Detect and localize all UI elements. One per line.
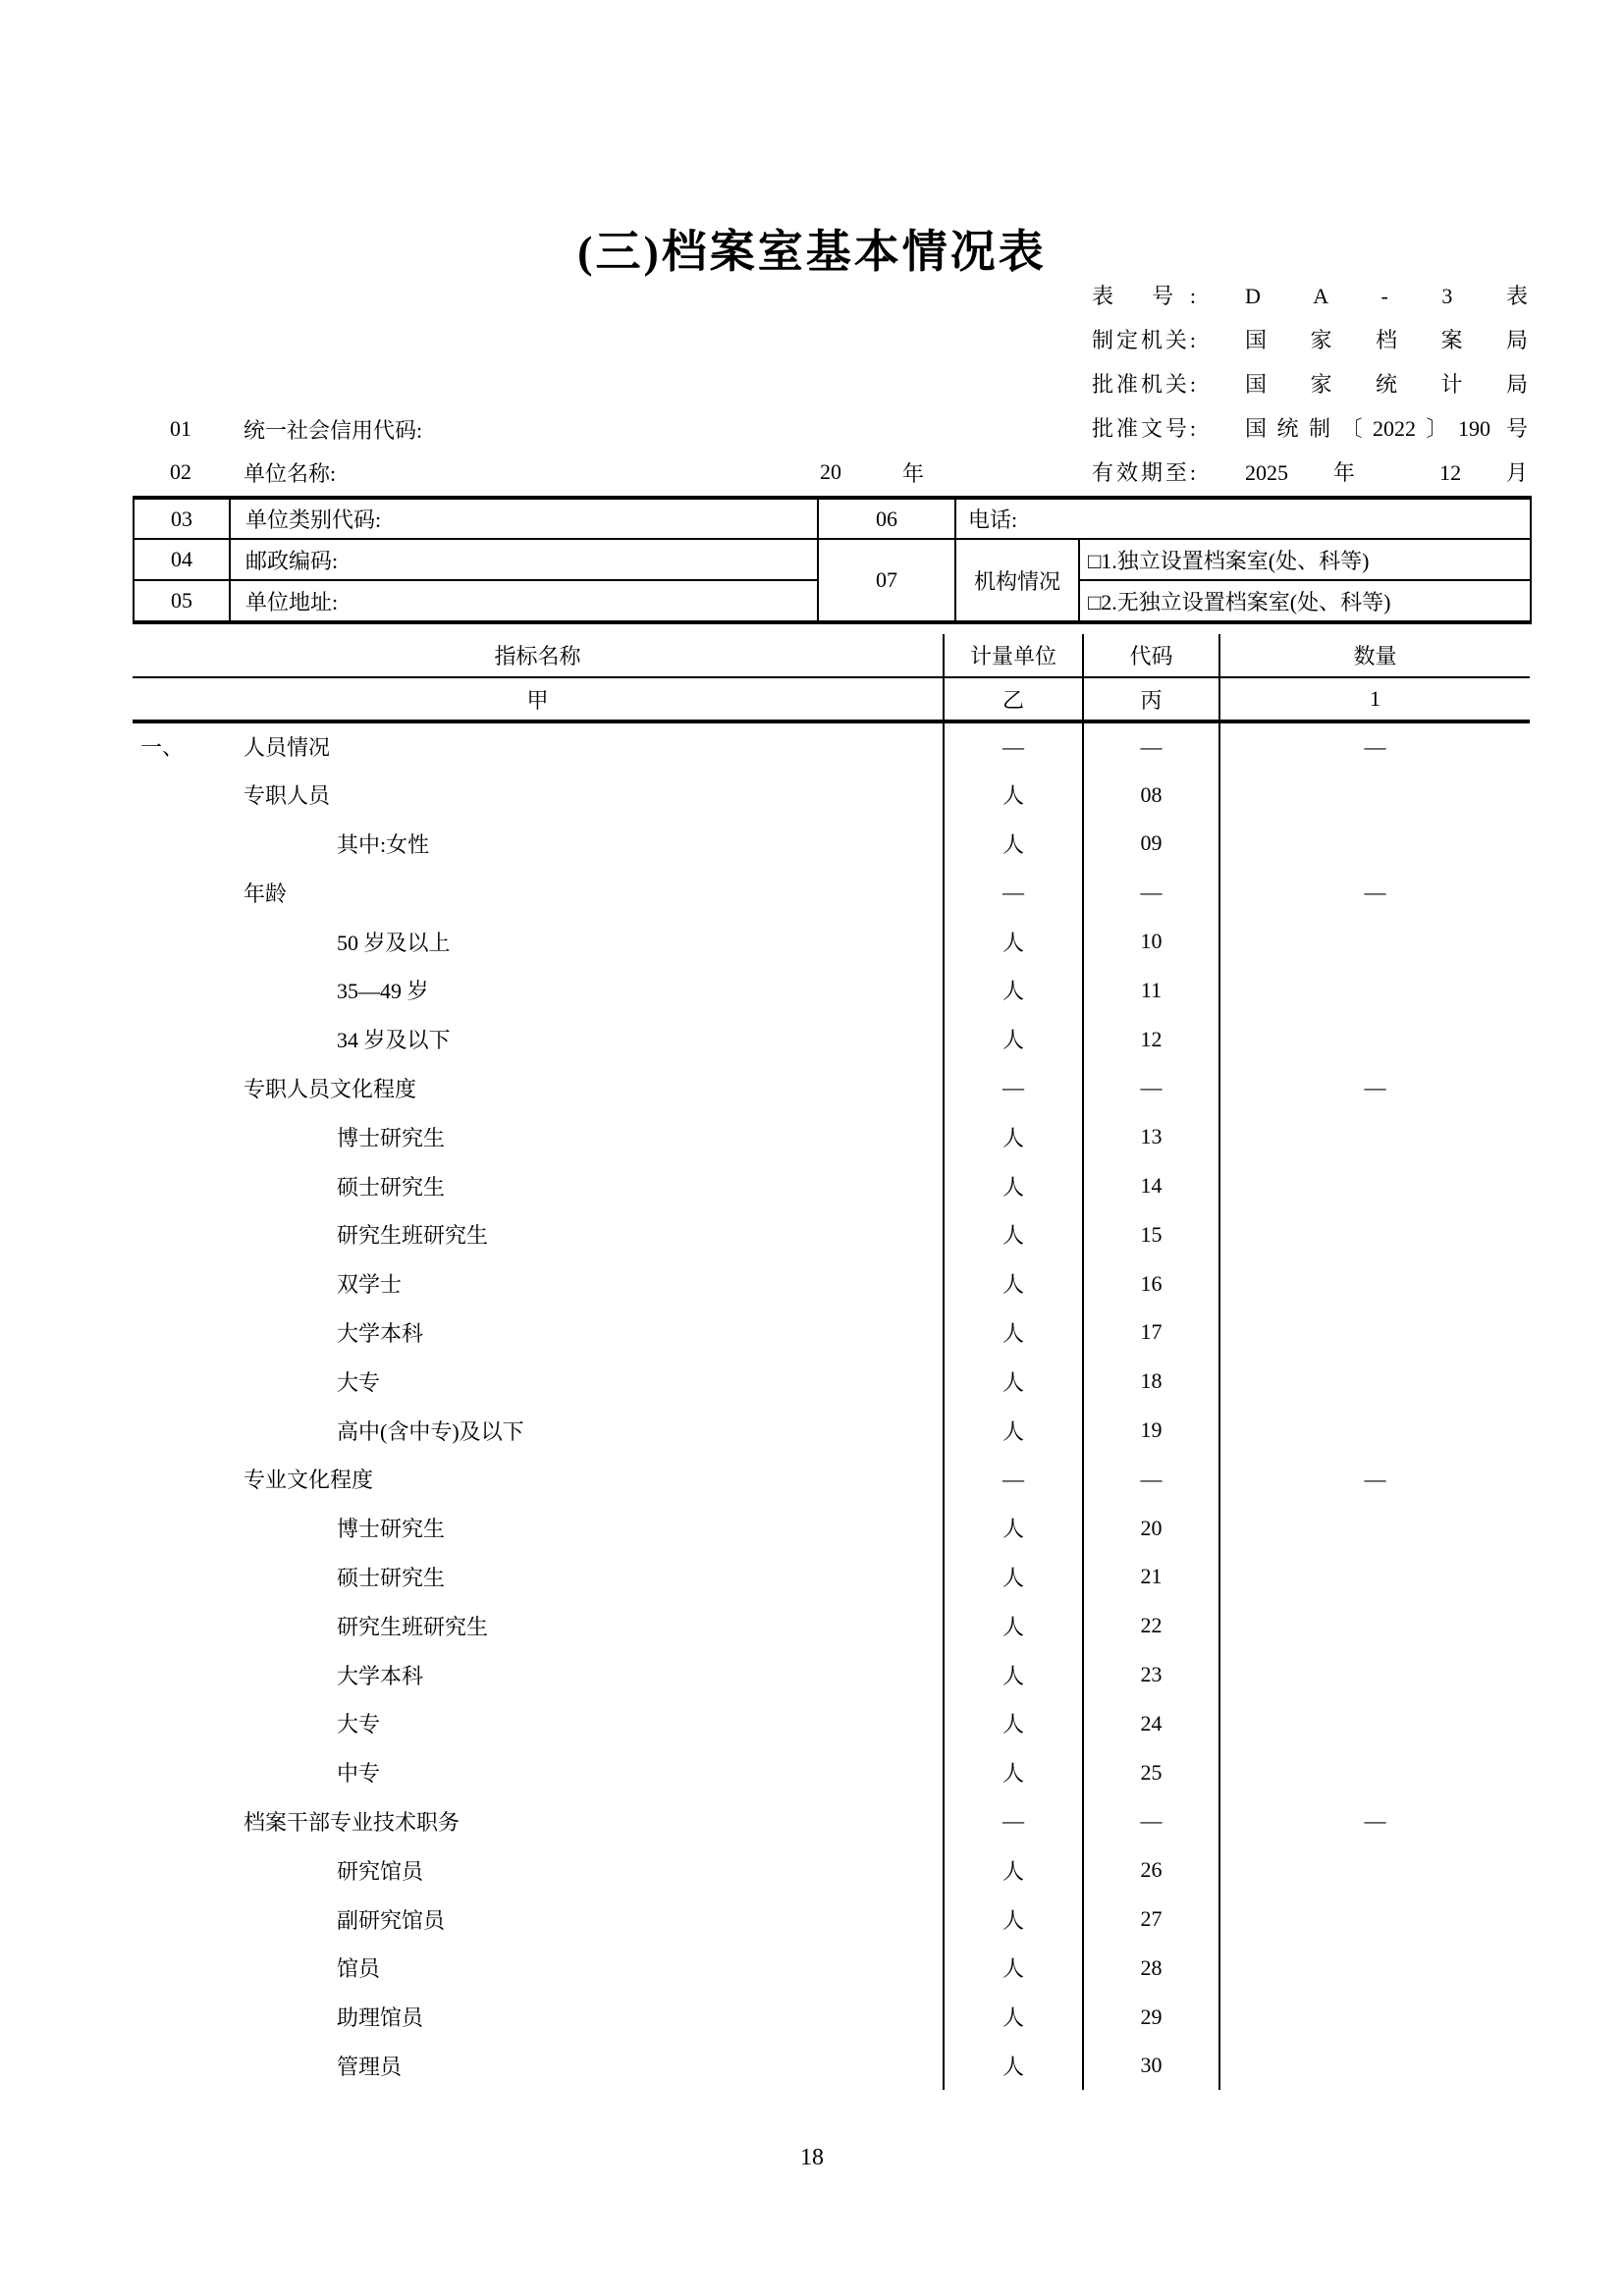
indicator-name-cell xyxy=(133,1601,944,1650)
quantity-cell xyxy=(1219,1406,1530,1455)
code-cell: 27 xyxy=(1083,1895,1219,1944)
indicator-row xyxy=(133,1308,1530,1358)
unit-cell: 人 xyxy=(944,1845,1083,1895)
indicator-label: 双学士 xyxy=(337,1272,403,1298)
indicator-name-cell xyxy=(133,1748,944,1797)
unit-cell: 人 xyxy=(944,1504,1083,1553)
indicator-label: 大学本科 xyxy=(337,1663,424,1688)
indicator-row xyxy=(133,1748,1530,1797)
form-meta-line xyxy=(1092,450,1530,494)
quantity-cell xyxy=(1219,966,1530,1015)
indicator-label: 34 岁及以下 xyxy=(337,1028,451,1053)
section-number: 一、 xyxy=(140,735,185,761)
unit-cell: 人 xyxy=(944,1406,1083,1455)
code-cell: 14 xyxy=(1083,1161,1219,1210)
quantity-cell xyxy=(1219,1699,1530,1748)
indicator-name-cell xyxy=(133,1699,944,1748)
form-meta-label: 表 号: xyxy=(1092,284,1196,308)
indicator-label: 35—49 岁 xyxy=(337,979,429,1004)
table-row xyxy=(134,539,1531,580)
code-cell: 11 xyxy=(1083,966,1219,1015)
indicator-row xyxy=(133,966,1530,1015)
field-number: 01 xyxy=(170,416,191,441)
indicator-label: 年龄 xyxy=(244,881,288,906)
indicator-row xyxy=(133,820,1530,869)
quantity-cell xyxy=(1219,771,1530,820)
indicator-name-cell xyxy=(133,1895,944,1944)
quantity-cell: — xyxy=(1364,1808,1386,1834)
indicator-label: 大专 xyxy=(337,1712,381,1737)
indicator-name-cell xyxy=(133,917,944,966)
indicator-name-cell xyxy=(133,771,944,820)
form-meta-line xyxy=(1092,273,1530,317)
quantity-cell xyxy=(1219,1944,1530,1993)
quantity-cell: — xyxy=(1364,1075,1386,1100)
indicator-name-cell xyxy=(133,1015,944,1064)
org-status-label: 机构情况 xyxy=(955,539,1079,622)
subheader-jia: 甲 xyxy=(133,677,944,721)
unit-cell: 人 xyxy=(944,771,1083,820)
field-label: 统一社会信用代码: xyxy=(244,417,423,443)
indicator-label: 硕士研究生 xyxy=(337,1565,446,1590)
year-prefix: 20 xyxy=(820,459,841,484)
unit-cell: — xyxy=(944,868,1083,917)
indicator-row xyxy=(133,1210,1530,1259)
indicator-name-cell xyxy=(133,1259,944,1308)
quantity-cell xyxy=(1219,1993,1530,2042)
code-cell: 23 xyxy=(1083,1650,1219,1699)
indicator-name-cell xyxy=(133,1357,944,1406)
quantity-cell xyxy=(1219,1601,1530,1650)
form-meta-label: 批准文号: xyxy=(1092,416,1196,441)
code-cell: 29 xyxy=(1083,1993,1219,2042)
field-number: 05 xyxy=(134,580,230,622)
unit-cell: 人 xyxy=(944,1357,1083,1406)
indicator-name-cell xyxy=(133,820,944,869)
indicator-row xyxy=(133,1161,1530,1210)
quantity-cell xyxy=(1219,1015,1530,1064)
quantity-cell xyxy=(1219,1308,1530,1358)
year-suffix: 年 xyxy=(901,460,924,486)
unit-cell: 人 xyxy=(944,1210,1083,1259)
indicator-row xyxy=(133,1845,1530,1895)
indicator-row xyxy=(133,721,1530,771)
indicator-name-cell xyxy=(133,1993,944,2042)
code-cell: 13 xyxy=(1083,1112,1219,1161)
code-cell: 16 xyxy=(1083,1259,1219,1308)
field-number: 07 xyxy=(818,539,955,622)
indicator-row xyxy=(133,1504,1530,1553)
quantity-cell xyxy=(1219,2042,1530,2091)
indicator-label: 助理馆员 xyxy=(337,2005,424,2031)
unit-cell: 人 xyxy=(944,1112,1083,1161)
code-cell: 08 xyxy=(1083,771,1219,820)
indicator-label: 人员情况 xyxy=(244,735,331,761)
indicator-label: 副研究馆员 xyxy=(337,1907,446,1933)
form-meta-line xyxy=(1092,405,1530,450)
code-cell: 15 xyxy=(1083,1210,1219,1259)
unit-cell: 人 xyxy=(944,2042,1083,2091)
indicator-label: 馆员 xyxy=(337,1956,381,1982)
code-cell: — xyxy=(1083,1455,1219,1504)
field-number: 06 xyxy=(818,498,955,539)
indicator-table xyxy=(133,634,1530,2090)
indicator-name-cell xyxy=(133,1553,944,1602)
quantity-cell xyxy=(1219,1161,1530,1210)
field-label: 单位名称: xyxy=(244,460,337,486)
page-number: 18 xyxy=(800,2145,824,2170)
form-meta-label: 有效期至: xyxy=(1092,460,1196,485)
code-cell: — xyxy=(1083,721,1219,771)
indicator-row xyxy=(133,1895,1530,1944)
subheader-yi: 乙 xyxy=(944,677,1083,721)
quantity-cell xyxy=(1219,1845,1530,1895)
indicator-label: 硕士研究生 xyxy=(337,1174,446,1200)
field-row-credit-code xyxy=(133,407,422,451)
field-label-phone: 电话: xyxy=(955,498,1531,539)
unit-cell: 人 xyxy=(944,1308,1083,1358)
field-row-unit-name xyxy=(133,451,336,494)
indicator-label: 其中:女性 xyxy=(337,831,430,857)
quantity-cell xyxy=(1219,917,1530,966)
org-option-independent[interactable]: □1.独立设置档案室(处、科等) xyxy=(1079,539,1531,580)
indicator-name-cell xyxy=(133,1944,944,1993)
unit-cell: 人 xyxy=(944,1699,1083,1748)
subheader-row xyxy=(133,677,1530,721)
form-meta-label: 批准机关: xyxy=(1092,372,1196,397)
form-meta-line xyxy=(1092,317,1530,361)
quantity-cell: — xyxy=(1364,733,1386,759)
header-indicator-name: 指标名称 xyxy=(133,634,944,677)
indicator-name-cell xyxy=(133,2042,944,2091)
indicator-name-cell xyxy=(133,721,944,771)
unit-cell: 人 xyxy=(944,1650,1083,1699)
unit-cell: — xyxy=(944,721,1083,771)
indicator-name-cell xyxy=(133,1210,944,1259)
indicator-name-cell xyxy=(133,1161,944,1210)
indicator-label: 档案干部专业技术职务 xyxy=(244,1809,460,1835)
code-cell: 28 xyxy=(1083,1944,1219,1993)
indicator-row xyxy=(133,1993,1530,2042)
form-meta-value: 国 家 档 案 局 xyxy=(1245,328,1528,352)
quantity-cell xyxy=(1219,1112,1530,1161)
code-cell: — xyxy=(1083,1797,1219,1846)
field-label-postcode: 邮政编码: xyxy=(230,539,818,580)
form-meta-label: 制定机关: xyxy=(1092,328,1196,352)
unit-cell: 人 xyxy=(944,917,1083,966)
quantity-cell xyxy=(1219,820,1530,869)
form-meta-value: 国 家 统 计 局 xyxy=(1245,372,1528,397)
code-cell: 17 xyxy=(1083,1308,1219,1358)
code-cell: 24 xyxy=(1083,1699,1219,1748)
unit-cell: — xyxy=(944,1455,1083,1504)
indicator-name-cell xyxy=(133,1845,944,1895)
unit-cell: 人 xyxy=(944,1161,1083,1210)
field-label-unit-type: 单位类别代码: xyxy=(230,498,818,539)
indicator-row xyxy=(133,868,1530,917)
field-number: 04 xyxy=(134,539,230,580)
form-meta-value: 2025 年 12 月 xyxy=(1245,460,1528,485)
unit-cell: 人 xyxy=(944,1993,1083,2042)
code-cell: — xyxy=(1083,868,1219,917)
page-title: (三)档案室基本情况表 xyxy=(577,227,1047,277)
indicator-row xyxy=(133,1699,1530,1748)
unit-cell: 人 xyxy=(944,1895,1083,1944)
indicator-label: 博士研究生 xyxy=(337,1125,446,1150)
field-label-address: 单位地址: xyxy=(230,580,818,622)
indicator-name-cell xyxy=(133,1455,944,1504)
indicator-name-cell xyxy=(133,1504,944,1553)
indicator-label: 博士研究生 xyxy=(337,1517,446,1542)
quantity-cell: — xyxy=(1364,1466,1386,1491)
indicator-label: 专职人员 xyxy=(244,783,331,809)
indicator-label: 管理员 xyxy=(337,2054,403,2079)
unit-cell: 人 xyxy=(944,1748,1083,1797)
unit-cell: 人 xyxy=(944,1601,1083,1650)
indicator-name-cell xyxy=(133,1650,944,1699)
unit-cell: 人 xyxy=(944,820,1083,869)
code-cell: 21 xyxy=(1083,1553,1219,1602)
indicator-row xyxy=(133,771,1530,820)
indicator-row xyxy=(133,1259,1530,1308)
field-number: 03 xyxy=(134,498,230,539)
indicator-name-cell xyxy=(133,1308,944,1358)
indicator-row xyxy=(133,1797,1530,1846)
quantity-cell: — xyxy=(1364,880,1386,905)
unit-cell: 人 xyxy=(944,1259,1083,1308)
indicator-row xyxy=(133,1455,1530,1504)
table-row xyxy=(134,498,1531,539)
form-meta-block xyxy=(1092,273,1530,494)
indicator-label: 高中(含中专)及以下 xyxy=(337,1418,524,1444)
code-cell: 10 xyxy=(1083,917,1219,966)
indicator-row xyxy=(133,1357,1530,1406)
field-number: 02 xyxy=(170,459,191,484)
indicator-name-cell xyxy=(133,1406,944,1455)
indicator-row xyxy=(133,1553,1530,1602)
quantity-cell xyxy=(1219,1210,1530,1259)
code-cell: 12 xyxy=(1083,1015,1219,1064)
indicator-label: 50 岁及以上 xyxy=(337,930,451,955)
code-cell: 20 xyxy=(1083,1504,1219,1553)
form-meta-line xyxy=(1092,361,1530,405)
quantity-cell xyxy=(1219,1553,1530,1602)
indicator-label: 专职人员文化程度 xyxy=(244,1076,417,1101)
unit-cell: 人 xyxy=(944,966,1083,1015)
indicator-name-cell xyxy=(133,1064,944,1113)
indicator-row xyxy=(133,1944,1530,1993)
quantity-cell xyxy=(1219,1650,1530,1699)
unit-cell: 人 xyxy=(944,1015,1083,1064)
indicator-label: 研究生班研究生 xyxy=(337,1614,489,1639)
quantity-cell xyxy=(1219,1259,1530,1308)
indicator-label: 专业文化程度 xyxy=(244,1468,374,1493)
unit-cell: 人 xyxy=(944,1944,1083,1993)
indicator-label: 中专 xyxy=(337,1761,381,1787)
header-code: 代码 xyxy=(1083,634,1219,677)
header-quantity: 数量 xyxy=(1219,634,1530,677)
subheader-one: 1 xyxy=(1219,677,1530,721)
header-unit: 计量单位 xyxy=(944,634,1083,677)
indicator-label: 研究馆员 xyxy=(337,1858,424,1884)
code-cell: 26 xyxy=(1083,1845,1219,1895)
indicator-label: 大专 xyxy=(337,1369,381,1395)
code-cell: 22 xyxy=(1083,1601,1219,1650)
indicator-table-body xyxy=(133,721,1530,2090)
code-cell: 19 xyxy=(1083,1406,1219,1455)
indicator-row xyxy=(133,1112,1530,1161)
unit-cell: — xyxy=(944,1064,1083,1113)
indicator-label: 大学本科 xyxy=(337,1320,424,1346)
unit-info-table xyxy=(133,496,1532,624)
indicator-name-cell xyxy=(133,1797,944,1846)
quantity-cell xyxy=(1219,1504,1530,1553)
form-meta-value: D A - 3 表 xyxy=(1245,284,1528,308)
quantity-cell xyxy=(1219,1895,1530,1944)
form-meta-value: 国统制〔2022〕190 号 xyxy=(1245,416,1528,441)
code-cell: 25 xyxy=(1083,1748,1219,1797)
indicator-row xyxy=(133,1601,1530,1650)
quantity-cell xyxy=(1219,1357,1530,1406)
indicator-label: 研究生班研究生 xyxy=(337,1223,489,1249)
code-cell: — xyxy=(1083,1064,1219,1113)
indicator-row xyxy=(133,1015,1530,1064)
code-cell: 09 xyxy=(1083,820,1219,869)
indicator-row xyxy=(133,1064,1530,1113)
quantity-cell xyxy=(1219,1748,1530,1797)
header-row xyxy=(133,634,1530,677)
code-cell: 30 xyxy=(1083,2042,1219,2091)
indicator-name-cell xyxy=(133,868,944,917)
unit-cell: 人 xyxy=(944,1553,1083,1602)
indicator-name-cell xyxy=(133,1112,944,1161)
code-cell: 18 xyxy=(1083,1357,1219,1406)
indicator-row xyxy=(133,2042,1530,2091)
indicator-row xyxy=(133,917,1530,966)
subheader-bing: 丙 xyxy=(1083,677,1219,721)
unit-cell: — xyxy=(944,1797,1083,1846)
indicator-row xyxy=(133,1406,1530,1455)
indicator-row xyxy=(133,1650,1530,1699)
year-blank xyxy=(820,451,924,494)
org-option-not-independent[interactable]: □2.无独立设置档案室(处、科等) xyxy=(1079,580,1531,622)
indicator-name-cell xyxy=(133,966,944,1015)
